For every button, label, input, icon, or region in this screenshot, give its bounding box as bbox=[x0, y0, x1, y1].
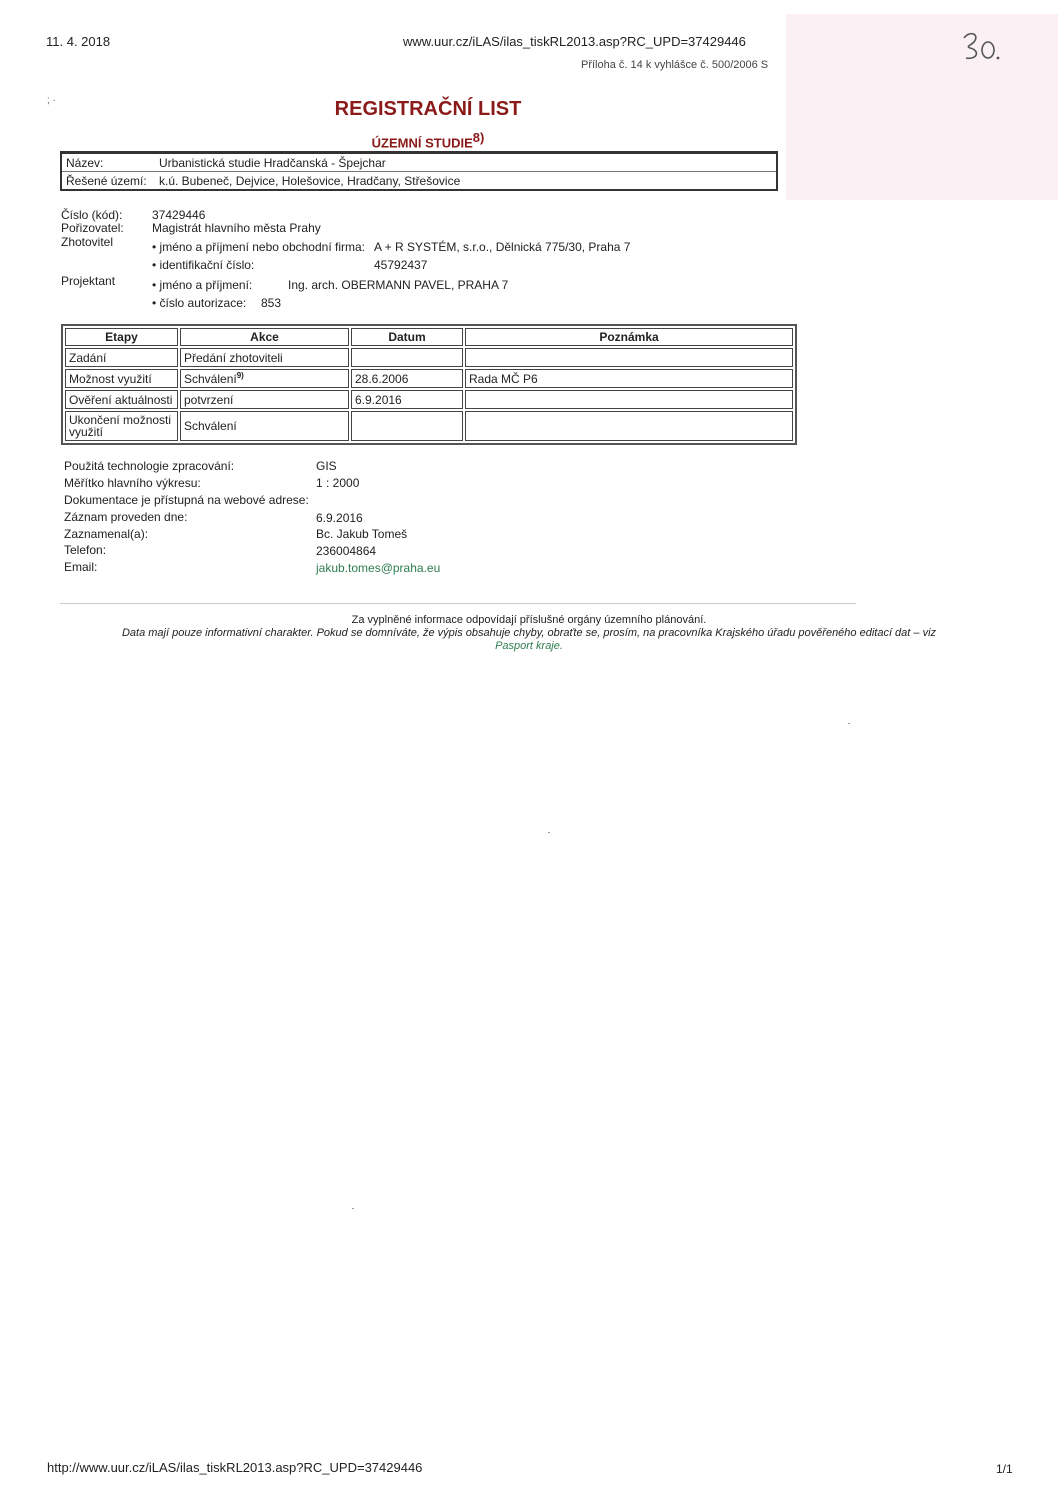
procurer-label: Pořizovatel: bbox=[61, 221, 124, 235]
cell-poznamka bbox=[465, 411, 793, 441]
table-row bbox=[65, 390, 793, 409]
page-subtitle bbox=[0, 130, 856, 150]
designer-name-label: • jméno a příjmení: bbox=[152, 278, 253, 292]
print-url: www.uur.cz/iLAS/ilas_tiskRL2013.asp?RC_UPD=37429446 bbox=[403, 34, 746, 49]
contractor-name-label: • jméno a příjmení nebo obchodní firma: bbox=[152, 240, 365, 254]
web-label: Dokumentace je přístupná na webové adrese: bbox=[64, 493, 309, 507]
tech-value: GIS bbox=[316, 459, 337, 473]
passport-link[interactable]: Pasport kraje. bbox=[495, 640, 563, 652]
cell-akce-text: Předání zhotoviteli bbox=[184, 350, 283, 365]
cell-poznamka bbox=[465, 348, 793, 367]
cell-akce bbox=[180, 390, 349, 409]
code-label: Číslo (kód): bbox=[61, 208, 123, 222]
scan-speck bbox=[848, 723, 850, 724]
cell-datum: 28.6.2006 bbox=[351, 369, 463, 388]
contractor-id-label: • identifikační číslo: bbox=[152, 258, 255, 272]
cell-etapa: Zadání bbox=[65, 348, 178, 367]
name-label: Název: bbox=[66, 156, 104, 170]
cell-datum: 6.9.2016 bbox=[351, 390, 463, 409]
designer-label: Projektant bbox=[61, 274, 116, 288]
cell-akce bbox=[180, 348, 349, 367]
table-header-row bbox=[65, 328, 793, 346]
scan-speck bbox=[352, 1208, 354, 1209]
cell-poznamka: Rada MČ P6 bbox=[465, 369, 793, 388]
contractor-name-value: A + R SYSTÉM, s.r.o., Dělnická 775/30, Praha 7 bbox=[374, 240, 631, 254]
cell-poznamka bbox=[465, 390, 793, 409]
footer-responsibility: Za vyplněné informace odpovídají příslušné orgány územního plánování. bbox=[351, 614, 707, 626]
record-value: 6.9.2016 bbox=[316, 511, 363, 525]
designer-auth-value: 853 bbox=[261, 296, 282, 310]
print-date: 11. 4. 2018 bbox=[46, 34, 111, 49]
cell-etapa: Ověření aktuálnosti bbox=[65, 390, 178, 409]
cell-datum bbox=[351, 348, 463, 367]
cell-datum bbox=[351, 411, 463, 441]
col-header-etapy: Etapy bbox=[65, 328, 178, 346]
cell-akce-text: Schválení bbox=[184, 419, 237, 433]
contractor-label: Zhotovitel bbox=[61, 235, 114, 249]
procurer-value: Magistrát hlavního města Prahy bbox=[152, 221, 321, 235]
area-value: k.ú. Bubeneč, Dejvice, Holešovice, Hradčany, Střešovice bbox=[159, 174, 461, 188]
page-number: 1/1 bbox=[996, 1462, 1013, 1476]
footer-divider bbox=[60, 603, 856, 604]
scale-label: Měřítko hlavního výkresu: bbox=[64, 476, 201, 490]
name-row bbox=[66, 156, 386, 170]
col-header-akce: Akce bbox=[180, 328, 349, 346]
designer-name-value: Ing. arch. OBERMANN PAVEL, PRAHA 7 bbox=[288, 278, 509, 292]
cell-akce bbox=[180, 369, 349, 388]
email-label: Email: bbox=[64, 560, 98, 574]
recorder-value: Bc. Jakub Tomeš bbox=[316, 527, 408, 541]
cell-akce-footnote: 9) bbox=[236, 371, 244, 380]
email-link[interactable]: jakub.tomes@praha.eu bbox=[316, 561, 441, 575]
cell-akce-text: Schválení bbox=[184, 372, 237, 386]
col-header-datum: Datum bbox=[351, 328, 463, 346]
tech-label: Použitá technologie zpracování: bbox=[64, 459, 235, 473]
page-url: http://www.uur.cz/iLAS/ilas_tiskRL2013.asp?RC_UPD=37429446 bbox=[47, 1460, 423, 1475]
area-row bbox=[66, 174, 460, 188]
footer-disclaimer: Data mají pouze informativní charakter. Pokud se domníváte, že výpis obsahuje chyby, obraťte se, prosím, na pracovníka Krajského úřadu pověřeného editací dat – viz bbox=[121, 627, 937, 639]
annex-note: Příloha č. 14 k vyhlášce č. 500/2006 S bbox=[581, 59, 769, 71]
cell-etapa: Ukončení možnosti využití bbox=[65, 411, 178, 441]
subtitle-text: ÚZEMNÍ STUDIE bbox=[371, 135, 473, 151]
page-title: REGISTRAČNÍ LIST bbox=[334, 98, 522, 120]
recorder-label: Zaznamenal(a): bbox=[64, 527, 149, 541]
stages-table bbox=[61, 324, 797, 445]
subtitle-footnote: 8) bbox=[472, 130, 485, 145]
code-value: 37429446 bbox=[152, 208, 206, 222]
scan-speck bbox=[548, 832, 550, 833]
handwritten-annotation bbox=[956, 28, 1026, 68]
scan-mark: ; · bbox=[47, 95, 56, 106]
table-row bbox=[65, 348, 793, 367]
phone-value: 236004864 bbox=[316, 544, 377, 558]
area-label: Řešené území: bbox=[66, 174, 147, 188]
scale-value: 1 : 2000 bbox=[316, 476, 360, 490]
designer-auth-label: • číslo autorizace: bbox=[152, 296, 247, 310]
phone-label: Telefon: bbox=[64, 543, 107, 557]
cell-akce-text: potvrzení bbox=[184, 392, 234, 407]
record-label: Záznam proveden dne: bbox=[64, 510, 188, 524]
table-row bbox=[65, 369, 793, 388]
cell-etapa: Možnost využití bbox=[65, 369, 178, 388]
name-value: Urbanistická studie Hradčanská - Špejchar bbox=[159, 156, 386, 170]
name-box bbox=[60, 151, 778, 191]
contractor-id-value: 45792437 bbox=[374, 258, 428, 272]
name-box-divider bbox=[62, 171, 776, 172]
table-row bbox=[65, 411, 793, 441]
col-header-poznamka: Poznámka bbox=[465, 328, 793, 346]
cell-akce bbox=[180, 411, 349, 441]
